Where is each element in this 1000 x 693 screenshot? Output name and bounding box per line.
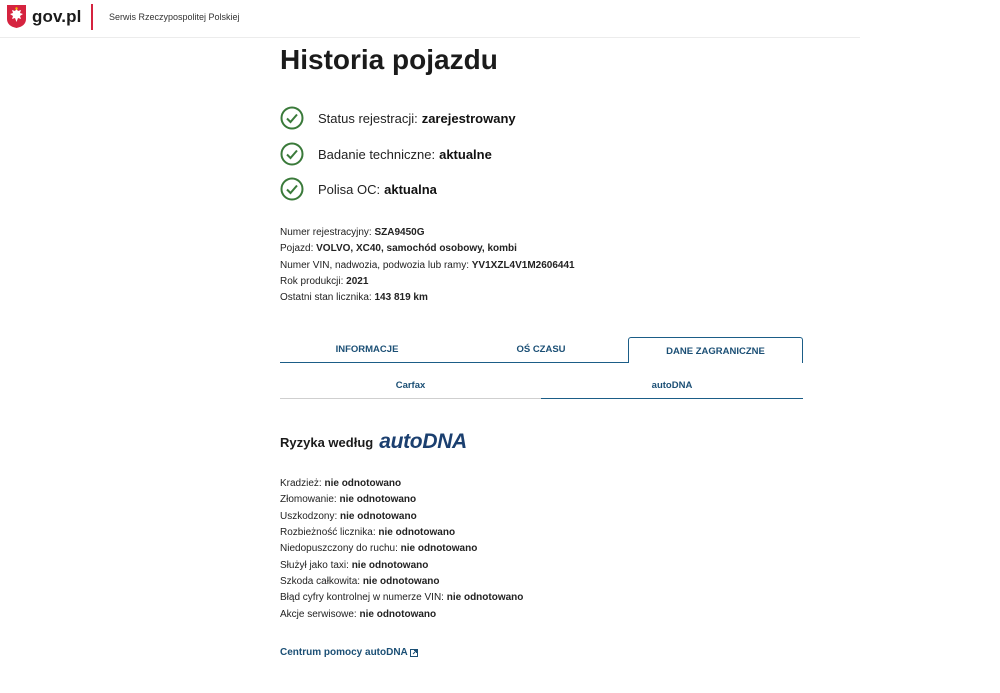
risk-label: Akcje serwisowe: <box>280 609 357 620</box>
status-row-registration <box>280 106 516 130</box>
header-divider <box>91 4 93 30</box>
status-label: Badanie techniczne: <box>318 146 436 162</box>
external-link-icon <box>410 649 418 657</box>
status-label: Status rejestracji: <box>318 110 418 126</box>
top-bar <box>0 0 860 38</box>
check-circle-icon <box>280 177 304 201</box>
risk-label: Służył jako taxi: <box>280 560 349 571</box>
risk-value: nie odnotowano <box>446 592 524 603</box>
risk-value: nie odnotowano <box>400 543 478 554</box>
page-title: Historia pojazdu <box>280 44 498 75</box>
risk-item <box>280 543 477 554</box>
risk-value: nie odnotowano <box>351 560 429 571</box>
tab-dane-zagraniczne[interactable]: DANE ZAGRANICZNE <box>628 337 803 363</box>
autodna-logo: autoDNA <box>379 430 467 453</box>
risk-item <box>280 609 436 620</box>
risk-label: Szkoda całkowita: <box>280 576 361 587</box>
risk-item <box>280 511 417 522</box>
status-row-insurance <box>280 177 437 201</box>
status-value: aktualna <box>384 181 437 197</box>
status-value: aktualne <box>439 146 492 162</box>
main-tabs <box>280 337 803 363</box>
detail-value: SZA9450G <box>374 227 425 238</box>
risk-label: Kradzież: <box>280 478 322 489</box>
detail-registration-number <box>280 227 425 238</box>
status-value: zarejestrowany <box>421 110 516 126</box>
detail-label: Numer VIN, nadwozia, podwozia lub ramy: <box>280 260 469 271</box>
help-link-label: Centrum pomocy autoDNA <box>280 647 408 658</box>
detail-value: 2021 <box>346 276 369 287</box>
risk-value: nie odnotowano <box>339 494 417 505</box>
risk-label: Uszkodzony: <box>280 511 338 522</box>
status-label: Polisa OC: <box>318 181 381 197</box>
detail-label: Rok produkcji: <box>280 276 344 287</box>
detail-label: Pojazd: <box>280 243 314 254</box>
detail-vehicle <box>280 243 517 254</box>
sub-tabs <box>280 375 803 400</box>
risk-label: Rozbieżność licznika: <box>280 527 376 538</box>
detail-vin <box>280 260 575 271</box>
risk-value: nie odnotowano <box>362 576 440 587</box>
detail-value: VOLVO, XC40, samochód osobowy, kombi <box>316 243 517 254</box>
risk-heading-label: Ryzyka według <box>280 434 374 450</box>
risk-item <box>280 560 428 571</box>
detail-mileage <box>280 292 428 303</box>
risk-label: Złomowanie: <box>280 494 337 505</box>
risk-heading <box>280 430 467 454</box>
detail-value: 143 819 km <box>374 292 428 303</box>
risk-item <box>280 576 439 587</box>
risk-label: Błąd cyfry kontrolnej w numerze VIN: <box>280 592 444 603</box>
risk-value: nie odnotowano <box>378 527 456 538</box>
service-name: Serwis Rzeczypospolitej Polskiej <box>109 12 240 22</box>
gov-logo-link[interactable] <box>6 4 81 29</box>
risk-item <box>280 592 523 603</box>
subtab-carfax[interactable]: Carfax <box>280 375 541 399</box>
polish-eagle-icon <box>6 4 27 29</box>
detail-label: Ostatni stan licznika: <box>280 292 372 303</box>
risk-item <box>280 478 401 489</box>
detail-production-year <box>280 276 368 287</box>
tab-os-czasu[interactable]: OŚ CZASU <box>516 344 566 355</box>
check-circle-icon <box>280 142 304 166</box>
risk-item <box>280 494 416 505</box>
autodna-help-link[interactable] <box>280 647 418 658</box>
logo-text: gov.pl <box>32 6 82 26</box>
detail-value: YV1XZL4V1M2606441 <box>471 260 575 271</box>
status-row-inspection <box>280 142 492 166</box>
risk-value: nie odnotowano <box>340 511 417 522</box>
detail-label: Numer rejestracyjny: <box>280 227 372 238</box>
subtab-autodna[interactable]: autoDNA <box>541 375 803 399</box>
check-circle-icon <box>280 106 304 130</box>
risk-label: Niedopuszczony do ruchu: <box>280 543 398 554</box>
risk-value: nie odnotowano <box>359 609 437 620</box>
tab-informacje[interactable]: INFORMACJE <box>335 344 399 355</box>
risk-item <box>280 527 455 538</box>
risk-value: nie odnotowano <box>324 478 402 489</box>
